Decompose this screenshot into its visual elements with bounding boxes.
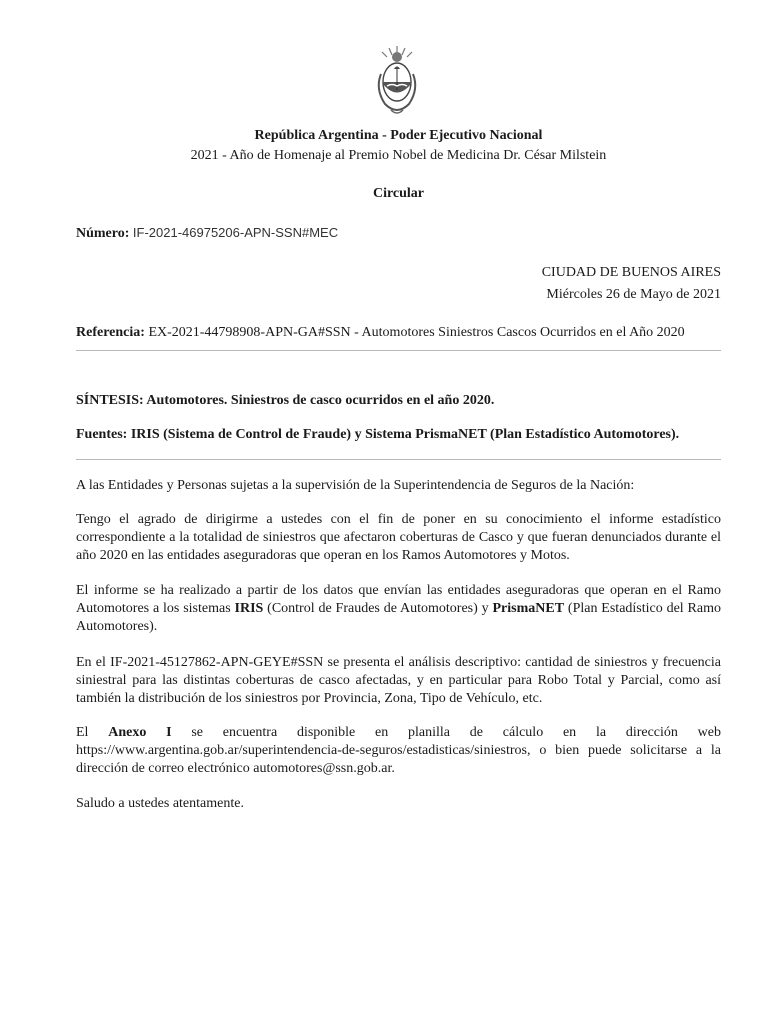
referencia-row: [76, 324, 721, 342]
paragraph-anexo: [76, 724, 721, 778]
referencia-value: EX-2021-44798908-APN-GA#SSN - Automotores Siniestros Cascos Ocurridos en el Año 2020: [148, 325, 685, 340]
numero-label: Número:: [76, 226, 130, 241]
p3-text-e: (Plan Estadístico del Ramo Automotores).: [76, 601, 721, 634]
city: CIUDAD DE BUENOS AIRES: [541, 265, 721, 280]
divider-1: [76, 350, 721, 351]
document-type-title: Circular: [372, 186, 425, 201]
date: Miércoles 26 de Mayo de 2021: [546, 287, 721, 302]
p3-iris: IRIS: [234, 601, 264, 616]
p3-prismanet: PrismaNET: [492, 601, 565, 616]
paragraph-intro: Tengo el agrado de dirigirme a ustedes con el fin de poner en su conocimiento el informe estadístico correspondiente a la totalidad de siniestros que afectaron coberturas de Casco y que fueran denunciados durante el año 2020 en las entidades aseguradoras que operan en los Ramos Automotores y Motos.: [76, 512, 721, 563]
national-coat-of-arms-icon: [371, 44, 423, 120]
sintesis: SÍNTESIS: Automotores. Siniestros de casco ocurridos en el año 2020.: [76, 393, 495, 408]
p5-text-c: se encuentra disponible en planilla de cálculo en la dirección web https://www.argentina.gob.ar/superintendencia-de-seguros/estadisticas/siniestros, o bien puede solicitarse a la dirección de correo electrónico automotores@ssn.gob.ar.: [76, 725, 721, 776]
header-line-2: 2021 - Año de Homenaje al Premio Nobel de Medicina Dr. César Milstein: [190, 148, 607, 163]
numero-row: [76, 224, 721, 243]
paragraph-addressees: A las Entidades y Personas sujetas a la supervisión de la Superintendencia de Seguros de la Nación:: [76, 478, 635, 493]
divider-2: [76, 459, 721, 460]
p5-anexo: Anexo I: [108, 725, 172, 740]
header-line-1: República Argentina - Poder Ejecutivo Nacional: [254, 128, 543, 143]
paragraph-analysis: En el IF-2021-45127862-APN-GEYE#SSN se presenta el análisis descriptivo: cantidad de siniestros y frecuencia siniestral para las distintas coberturas de casco afectadas, y en particular para Robo Total y Parcial, como así también la distribución de los siniestros por Provincia, Zona, Tipo de Vehículo, etc.: [76, 655, 721, 706]
closing-salutation: Saludo a ustedes atentamente.: [76, 796, 244, 811]
p3-text-a: El informe se ha realizado a partir de los datos que envían las entidades aseguradoras que operan en el Ramo Automotores a los sistemas: [76, 583, 721, 616]
referencia-label: Referencia:: [76, 325, 145, 340]
p5-text-a: El: [76, 725, 109, 740]
fuentes: Fuentes: IRIS (Sistema de Control de Fraude) y Sistema PrismaNET (Plan Estadístico Automotores).: [76, 427, 680, 442]
numero-value: IF-2021-46975206-APN-SSN#MEC: [132, 225, 339, 240]
p3-text-c: (Control de Fraudes de Automotores) y: [263, 601, 493, 616]
paragraph-data-sources: [76, 582, 721, 636]
